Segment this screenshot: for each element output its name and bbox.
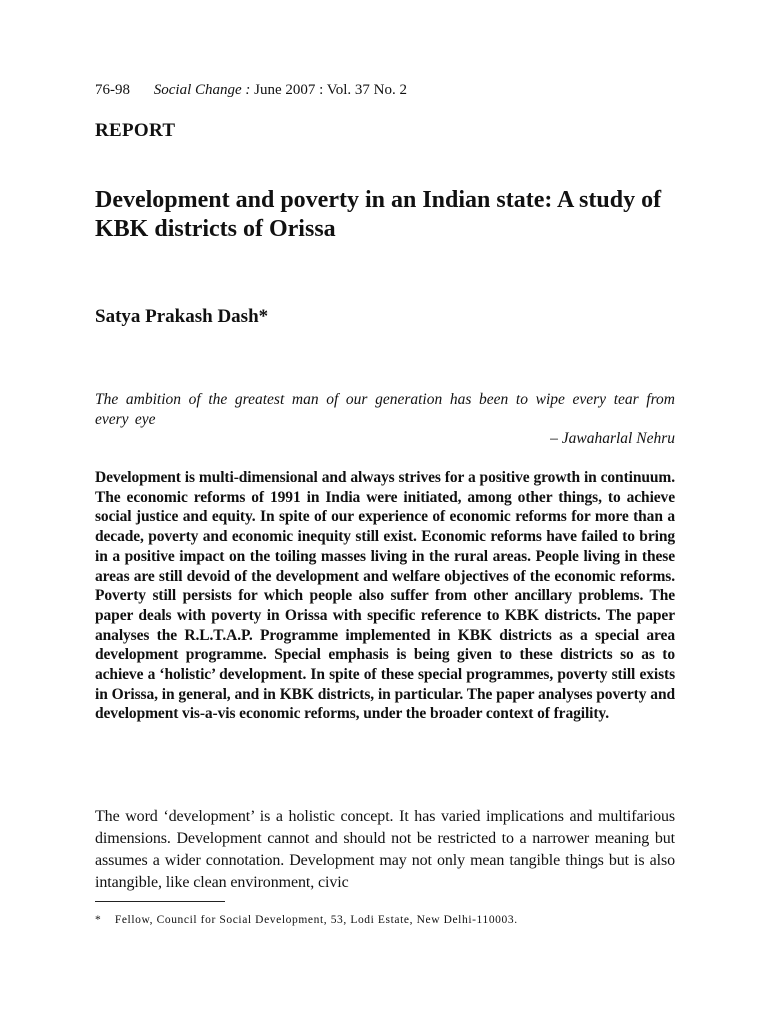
epigraph-attribution: – Jawaharlal Nehru bbox=[550, 430, 675, 447]
article-title: Development and poverty in an Indian state: A study of KBK districts of Orissa bbox=[95, 187, 662, 242]
running-head bbox=[95, 82, 407, 99]
footnote-text: Fellow, Council for Social Development, 53, Lodi Estate, New Delhi-110003. bbox=[114, 914, 518, 926]
footnote-marker: * bbox=[95, 914, 102, 926]
body-paragraph: The word ‘development’ is a holistic concept. It has varied implications and multifarious dimensions. Development cannot and should not be restricted to a narrower meaning but assumes a wider connotation. Development may not only mean tangible things but is also intangible, like clean environment, civic bbox=[95, 808, 675, 891]
footnote-divider bbox=[95, 901, 225, 902]
section-label: REPORT bbox=[95, 120, 176, 141]
issue-info: June 2007 : Vol. 37 No. 2 bbox=[254, 82, 407, 98]
abstract: Development is multi-dimensional and always strives for a positive growth in continuum. The economic reforms of 1991 in India were initiated, among other things, to achieve social justice and equity. In spite of our experience of economic reforms for more than a decade, poverty and economic inequity still exist. Economic reforms have failed to bring in a positive impact on the toiling masses living in the rural areas. People living in these areas are still devoid of the development and welfare objectives of the economic reforms. Poverty still persists for which people also suffer from other ancillary problems. The paper deals with poverty in Orissa with specific reference to KBK districts. The paper analyses the R.L.T.A.P. Programme implemented in KBK districts as a special area development programme. Special emphasis is being given to these districts so as to achieve a ‘holistic’ development. In spite of these special programmes, poverty still exists in Orissa, in general, and in KBK districts, in particular. The paper analyses poverty and development vis-a-vis economic reforms, under the broader context of fragility. bbox=[95, 469, 675, 723]
epigraph-quote: The ambition of the greatest man of our generation has been to wipe every tear from every eye bbox=[95, 391, 675, 428]
page-range: 76-98 bbox=[95, 82, 130, 98]
journal-name: Social Change : bbox=[153, 82, 251, 98]
footnote bbox=[95, 914, 518, 926]
author-name: Satya Prakash Dash* bbox=[95, 306, 269, 327]
